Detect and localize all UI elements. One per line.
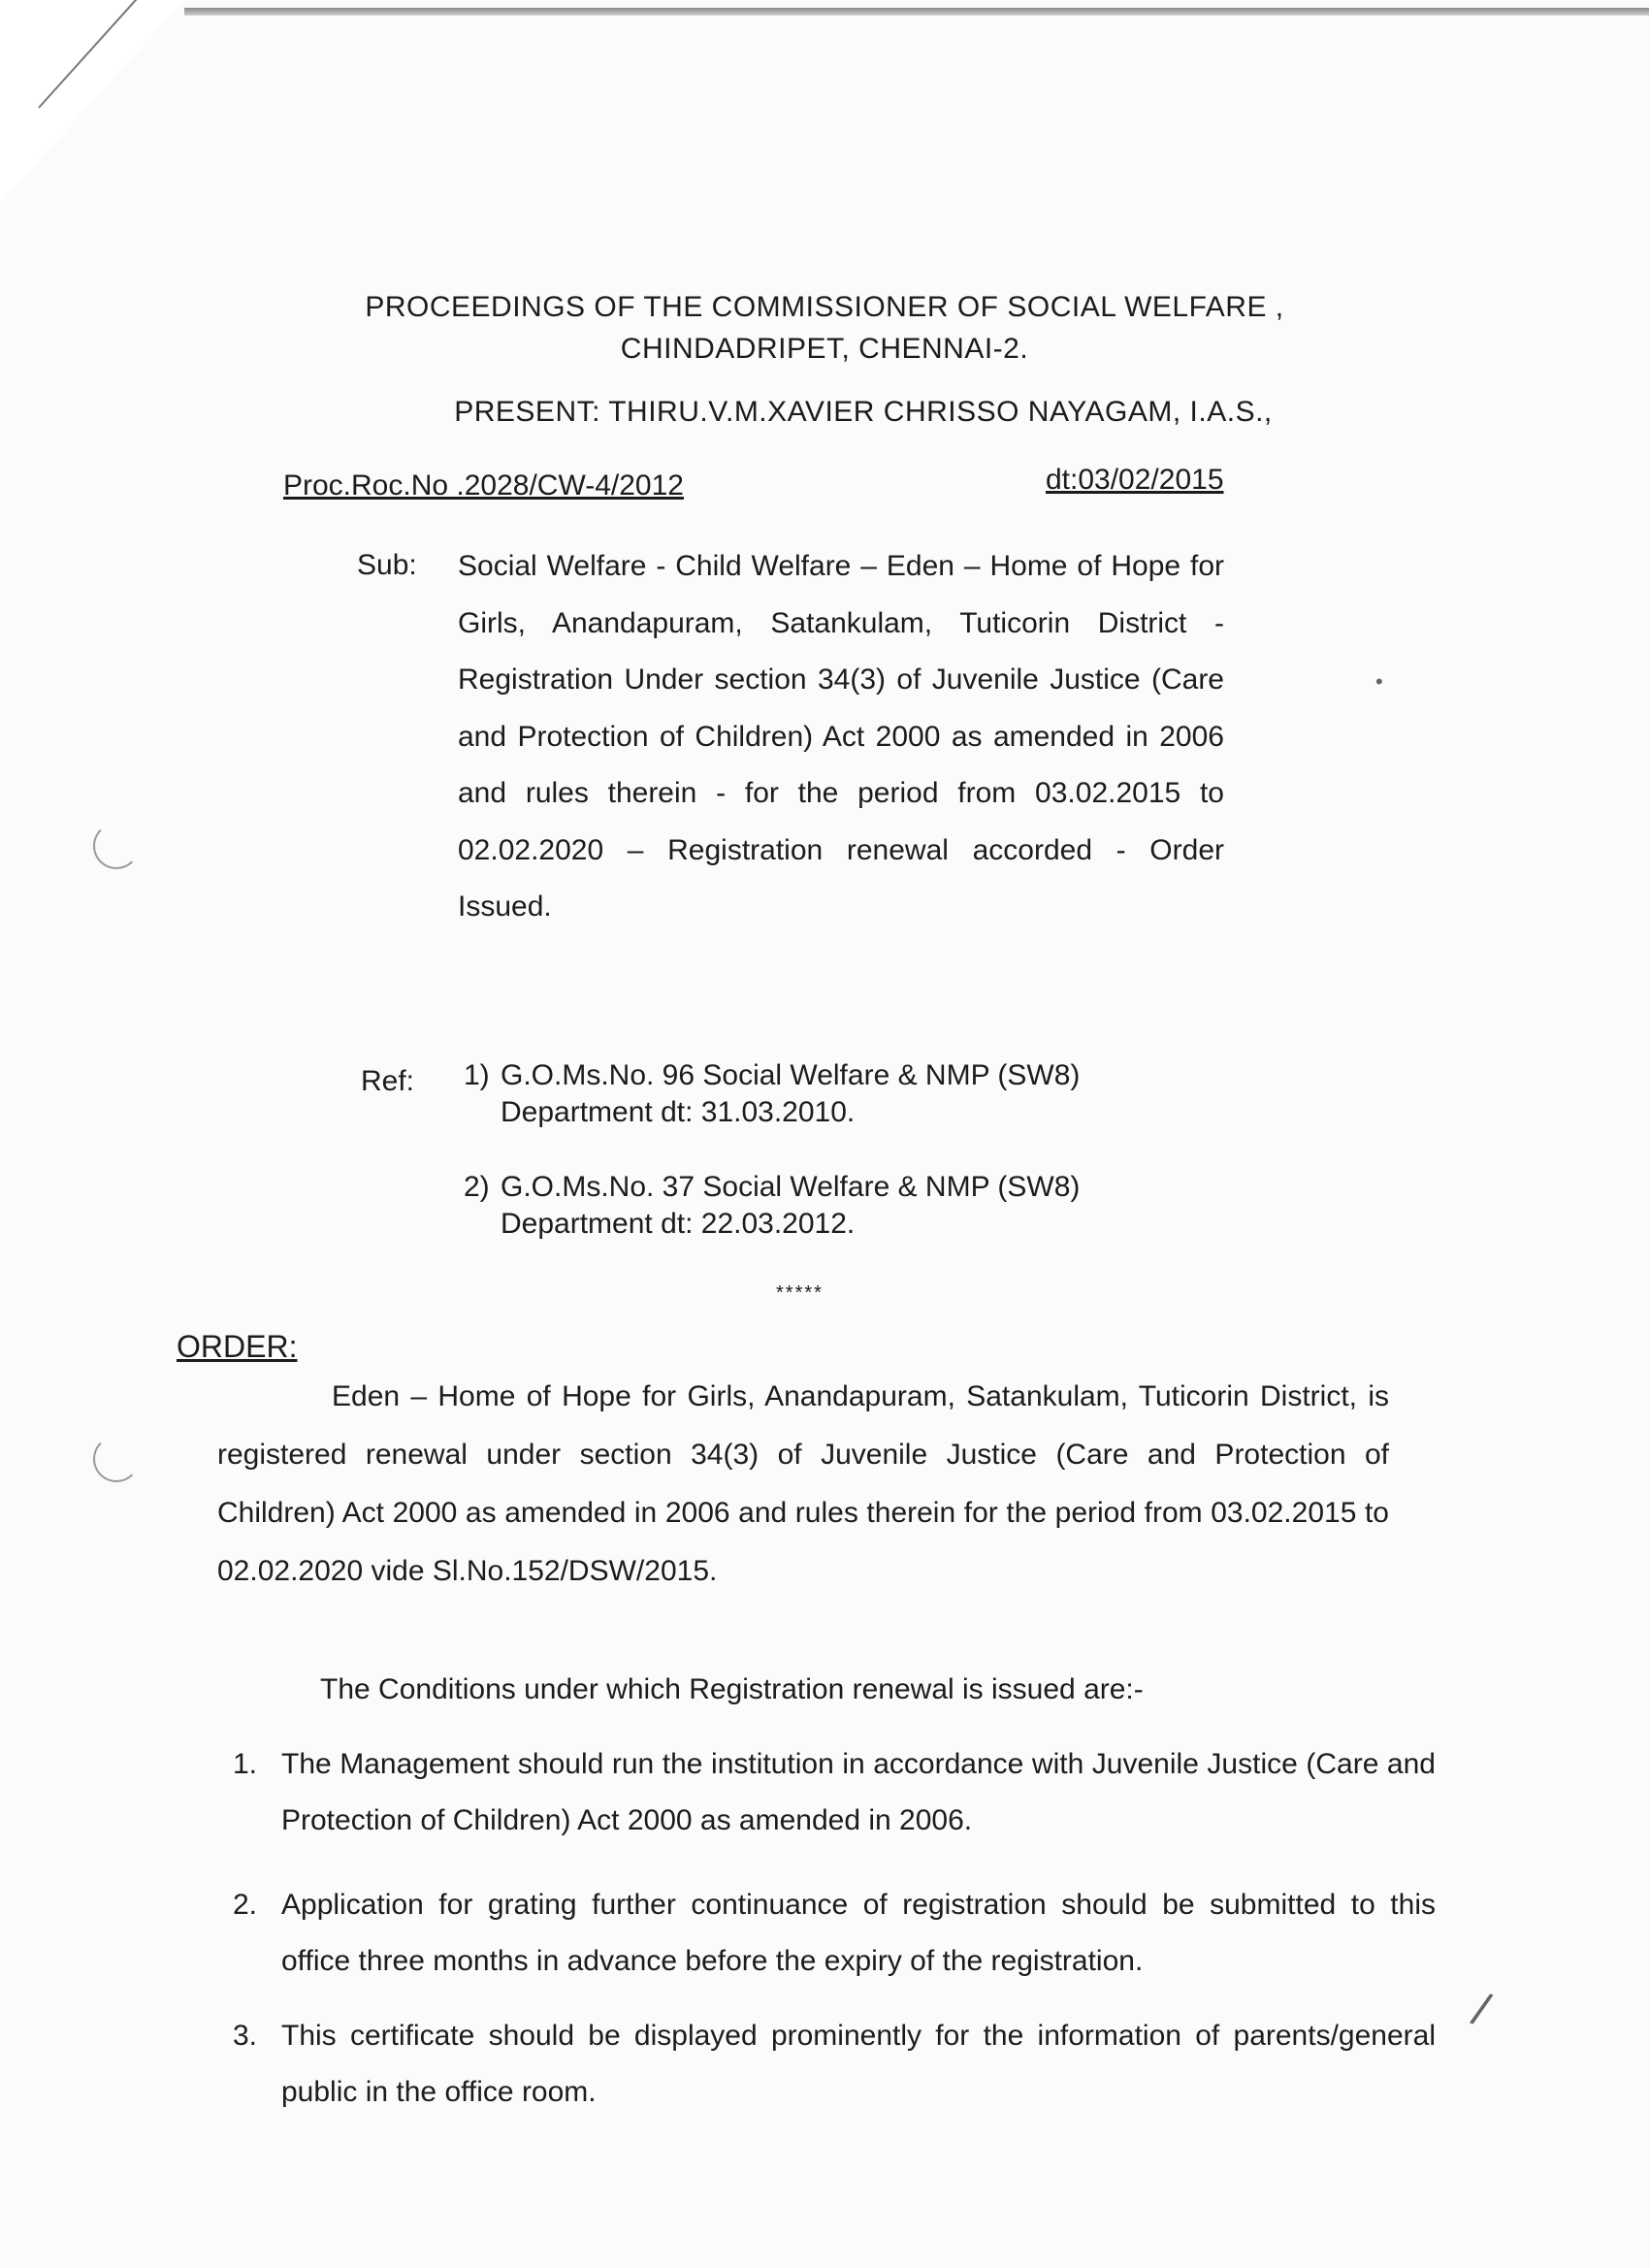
condition-number: 3.	[233, 2020, 258, 2052]
reference-line: Department dt: 31.03.2010.	[501, 1096, 856, 1128]
order-text: Eden – Home of Hope for Girls, Anandapuram, Satankulam, Tuticorin District, is registered renewal under section 34(3) of Juvenile Justice (Care and Protection of Children) Act 2000 as amended in 2006 and rules therein for the period from 03.02.2015 to 02.02.2020 vide Sl.No.152/DSW/2015.	[217, 1380, 1389, 1587]
reference-line: G.O.Ms.No. 96 Social Welfare & NMP (SW8)	[501, 1059, 1081, 1091]
condition-text: The Management should run the institution in accordance with Juvenile Justice (Care and Protection of Children) Act 2000 as amended in 2006.	[281, 1748, 1436, 1836]
stray-mark: •	[1375, 669, 1383, 694]
condition-item	[233, 1877, 1436, 1990]
order-heading: ORDER:	[177, 1329, 298, 1364]
punch-hole-mark	[93, 823, 140, 869]
section-separator: *****	[776, 1282, 824, 1304]
conditions-intro: The Conditions under which Registration renewal is issued are:-	[320, 1673, 1144, 1705]
condition-text: This certificate should be displayed prominently for the information of parents/general public in the office room.	[281, 2020, 1436, 2108]
punch-hole-mark	[93, 1436, 140, 1482]
header-present: PRESENT: THIRU.V.M.XAVIER CHRISSO NAYAGAM, I.A.S.,	[454, 396, 1273, 428]
condition-item	[233, 1736, 1436, 1849]
condition-item	[233, 2008, 1436, 2121]
header-title: PROCEEDINGS OF THE COMMISSIONER OF SOCIAL WELFARE ,	[365, 291, 1284, 323]
folded-corner	[0, 0, 184, 204]
pen-tick-mark: /	[1466, 1984, 1497, 2037]
condition-text: Application for grating further continuance of registration should be submitted to this office three months in advance before the expiry of the registration.	[281, 1889, 1436, 1977]
subject-label: Sub:	[357, 549, 417, 581]
condition-number: 2.	[233, 1889, 258, 1921]
reference-item	[464, 1169, 1201, 1243]
proceedings-number: Proc.Roc.No .2028/CW-4/2012	[283, 470, 684, 502]
condition-number: 1.	[233, 1748, 258, 1780]
reference-number: 2)	[464, 1171, 490, 1203]
reference-item	[464, 1057, 1201, 1131]
reference-line: G.O.Ms.No. 37 Social Welfare & NMP (SW8)	[501, 1171, 1081, 1203]
reference-line: Department dt: 22.03.2012.	[501, 1208, 856, 1240]
scan-top-edge	[184, 8, 1649, 16]
reference-number: 1)	[464, 1059, 490, 1091]
header-address: CHINDADRIPET, CHENNAI-2.	[620, 333, 1029, 365]
subject-text: Social Welfare - Child Welfare – Eden – Home of Hope for Girls, Anandapuram, Satankulam, Tuticorin District - Registration Under section 34(3) of Juvenile Justice (Care and Protection of Children) Act 2000 as amended in 2006 and rules therein - for the period from 03.02.2015 to 02.02.2020 – Registration renewal accorded - Order Issued.	[458, 550, 1224, 923]
proceedings-date: dt:03/02/2015	[1046, 464, 1224, 496]
reference-label: Ref:	[361, 1065, 415, 1097]
